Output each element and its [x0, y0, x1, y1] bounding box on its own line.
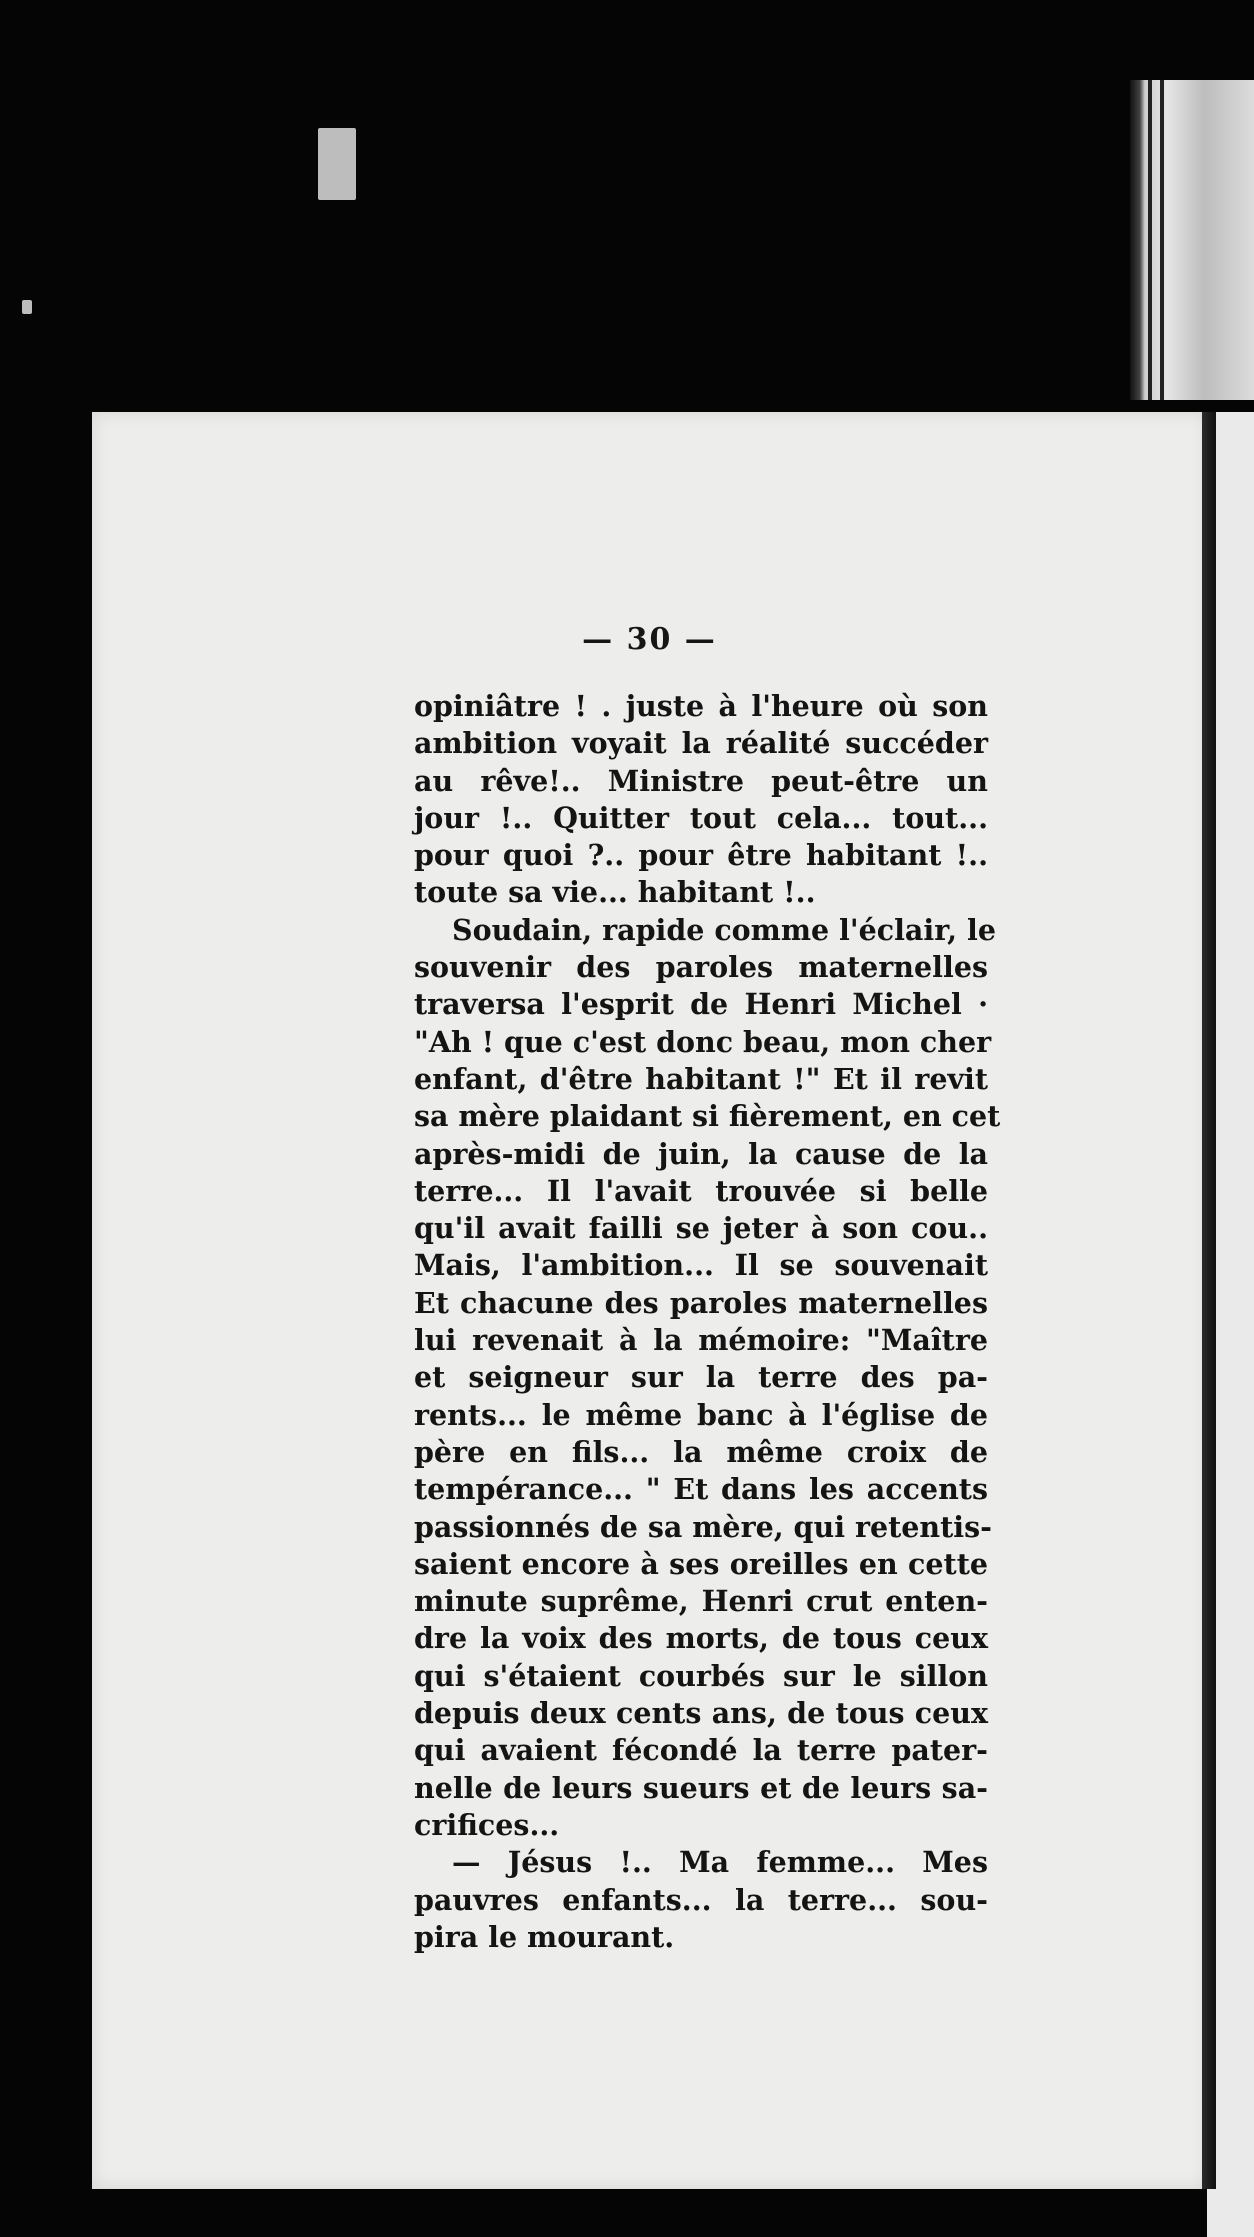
book-page	[92, 412, 1207, 2189]
text-line: pira le mourant.	[414, 1919, 675, 1954]
text-line: traversa l'esprit de Henri Michel ·	[414, 987, 988, 1022]
text-line: après-midi de juin, la cause de la	[414, 1136, 988, 1171]
text-line: saient encore à ses oreilles en cette	[414, 1546, 988, 1581]
text-line: dre la voix des morts, de tous ceux	[414, 1621, 988, 1656]
edge-stripe	[1160, 80, 1164, 400]
scan-artifact	[22, 300, 32, 314]
text-line: opiniâtre ! . juste à l'heure où son	[414, 689, 988, 723]
text-line: nelle de leurs sueurs et de leurs sa-	[414, 1770, 988, 1805]
scan-artifact	[318, 128, 356, 200]
scanned-book-edge	[1130, 80, 1254, 400]
text-line: jour !.. Quitter tout cela... tout...	[414, 800, 988, 835]
text-line: Mais, l'ambition... Il se souvenait	[414, 1248, 988, 1283]
text-line: Et chacune des paroles maternelles	[414, 1285, 988, 1320]
text-line: et seigneur sur la terre des pa-	[414, 1360, 988, 1395]
text-line: terre... Il l'avait trouvée si belle	[414, 1173, 988, 1208]
text-line: minute suprême, Henri crut enten-	[414, 1584, 988, 1619]
text-line: pauvres enfants... la terre... sou-	[414, 1882, 988, 1917]
text-line: père en fils... la même croix de	[414, 1434, 988, 1469]
edge-stripe	[1148, 80, 1152, 400]
text-line: souvenir des paroles maternelles	[414, 950, 988, 985]
text-line: depuis deux cents ans, de tous ceux	[414, 1696, 988, 1731]
page-right-border	[1202, 412, 1216, 2189]
body-text	[414, 688, 1001, 1956]
text-line: tempérance... " Et dans les accents	[414, 1472, 988, 1507]
text-line: qui avaient fécondé la terre pater-	[414, 1733, 988, 1768]
text-line: pour quoi ?.. pour être habitant !..	[414, 838, 988, 873]
text-line: ambition voyait la réalité succéder	[414, 726, 988, 761]
text-line: rents... le même banc à l'église de	[414, 1397, 988, 1432]
text-line: — Jésus !.. Ma femme... Mes	[452, 1845, 988, 1880]
text-line: toute sa vie... habitant !..	[414, 875, 816, 910]
text-line: qui s'étaient courbés sur le sillon	[414, 1658, 988, 1693]
text-line: Soudain, rapide comme l'éclair, le	[452, 912, 996, 947]
text-line: enfant, d'être habitant !" Et il revit	[414, 1061, 988, 1096]
text-line: sa mère plaidant si fièrement, en cet	[414, 1099, 1001, 1134]
text-line: qu'il avait failli se jeter à son cou..	[414, 1211, 988, 1246]
page-number: — 30 —	[582, 622, 717, 657]
text-line: crifices...	[414, 1807, 560, 1842]
text-line: lui revenait à la mémoire: "Maître	[414, 1323, 988, 1358]
text-line: passionnés de sa mère, qui retentis-	[414, 1509, 992, 1544]
text-line: "Ah ! que c'est donc beau, mon cher	[414, 1024, 992, 1059]
text-line: au rêve!.. Ministre peut-être un	[414, 763, 988, 798]
